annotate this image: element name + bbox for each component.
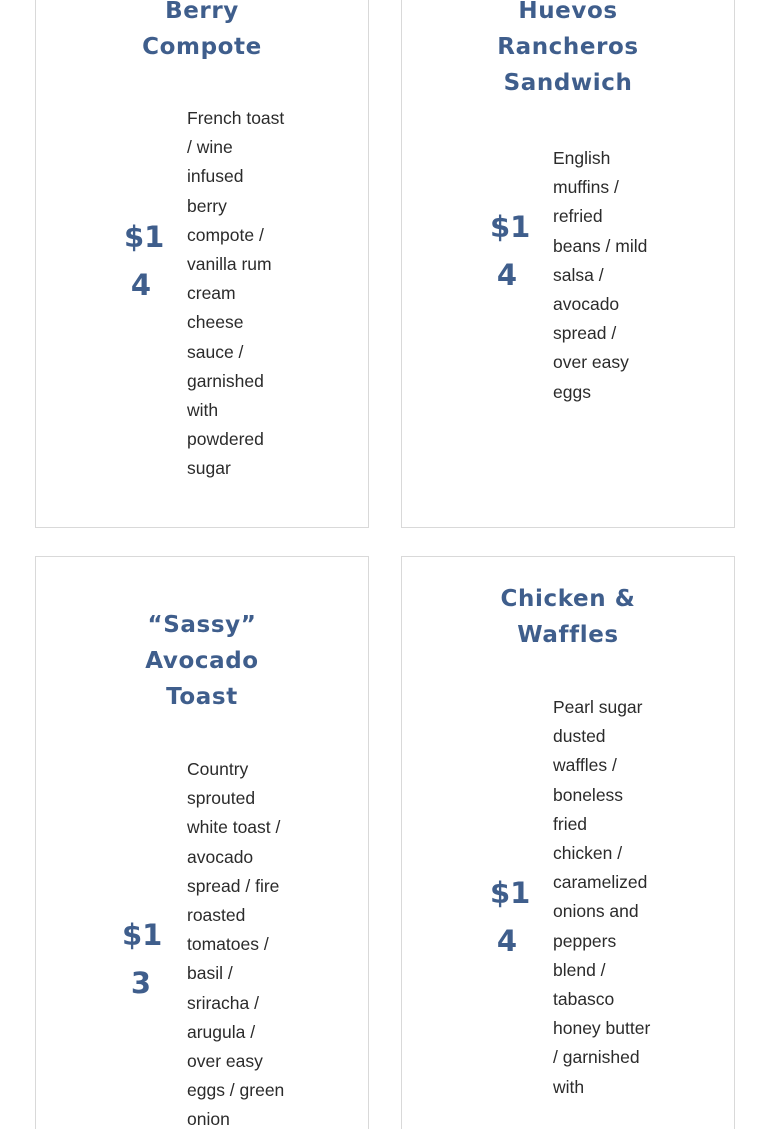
menu-item-title: Chicken & Waffles (500, 586, 636, 648)
menu-item-description: Pearl sugar dusted waffles / boneless fried chicken / caramelized onions and peppers blend / tabasco honey butter / garnished with (553, 697, 651, 1097)
menu-item-card (35, 556, 369, 1129)
menu-item-title: “Sassy” Avocado Toast (145, 612, 259, 710)
menu-item-title: Huevos Rancheros Sandwich (497, 0, 639, 96)
menu-item-description: Country sprouted white toast / avocado spread / fire roasted tomatoes / basil / sriracha / arugula / over easy eggs / green onion (187, 759, 285, 1129)
menu-item-price: $14 (490, 876, 531, 958)
menu-item-card (35, 0, 369, 528)
menu-item-title: Berry Compote (142, 0, 262, 60)
menu-item-card (401, 556, 735, 1129)
menu-item-description: English muffins / refried beans / mild salsa / avocado spread / over easy eggs (553, 148, 648, 402)
menu-item-card (401, 0, 735, 528)
menu-item-price: $14 (124, 220, 165, 302)
menu-item-description: French toast / wine infused berry compote / vanilla rum cream cheese sauce / garnished with powdered sugar (187, 108, 285, 479)
menu-item-price: $13 (122, 918, 163, 1000)
menu-item-price: $14 (490, 210, 531, 292)
